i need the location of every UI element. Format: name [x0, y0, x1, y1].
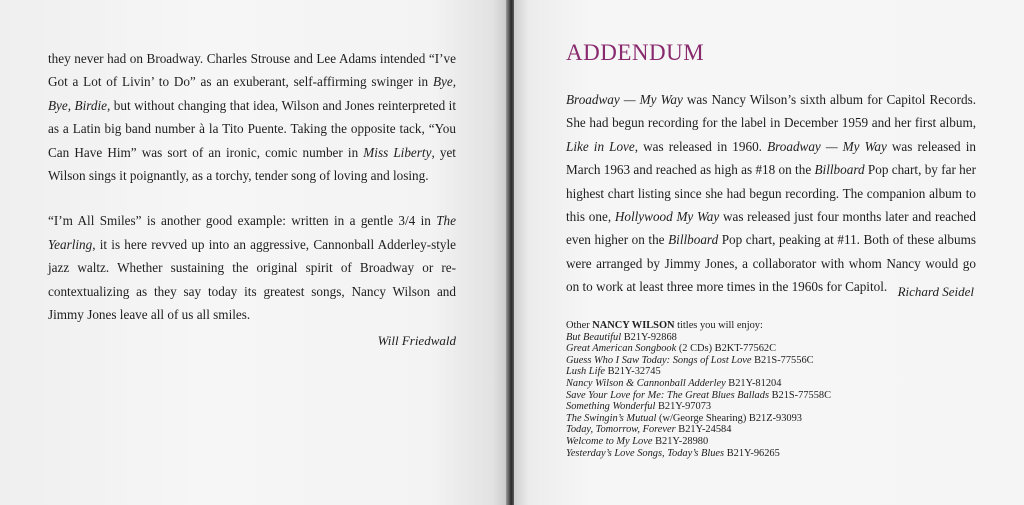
left-paragraph-1-run-4: , yet Wilson sings it poignantly, as a torchy, tender song of loving and losing.: [48, 144, 456, 184]
left-paragraph-1-run-1: Bye, Bye, Birdie: [48, 74, 456, 113]
other-title-catalog-number: B21S-77558C: [768, 389, 832, 401]
addendum-run-11: Pop chart, peaking at #11. Both of these albums were arranged by Jimmy Jones, a collaborator with whom Nancy would go on to work at least three more times in the 1960s for Capitol.: [566, 232, 976, 295]
other-title-name: Save Your Love for Me: The Great Blues Ballads: [566, 389, 769, 401]
left-paragraph-1-run-3: Miss Liberty: [363, 144, 432, 160]
other-title-catalog-number: B21Z-93093: [746, 412, 802, 424]
addendum-run-3: , was released in 1960.: [634, 138, 768, 154]
other-title-catalog-number: B21S-77556C: [751, 354, 814, 366]
other-title-catalog-number: B21Y-92868: [621, 331, 677, 343]
other-title-name: Something Wonderful: [566, 401, 656, 413]
addendum-run-10: Billboard: [668, 232, 719, 248]
other-title-note: (2 CDs): [676, 343, 713, 355]
addendum-run-8: Hollywood My Way: [614, 209, 720, 225]
other-title-item: [566, 401, 986, 413]
other-title-item: [566, 332, 986, 344]
addendum-paragraph: [566, 88, 976, 299]
other-title-catalog-number: B21Y-97073: [655, 401, 712, 413]
other-title-name: Yesterday’s Love Songs, Today’s Blues: [566, 447, 725, 459]
addendum-run-2: Like in Love: [566, 138, 635, 154]
other-titles-items: [566, 332, 986, 460]
other-title-name: Great American Songbook: [566, 343, 677, 355]
right-page: [514, 0, 1024, 505]
other-title-catalog-number: B21Y-81204: [725, 377, 782, 389]
left-paragraph-1-run-2: , but without changing that idea, Wilson and Jones reinterpreted it as a Latin big band number à la Tito Puente. Taking the opposite tack, “You Can Have Him” was sort of an ironic, comic number in: [48, 97, 456, 160]
left-paragraph-1-run-0: they never had on Broadway. Charles Strouse and Lee Adams intended “I’ve Got a Lot of Livin’ to Do” as an exuberant, self-affirming swinger in: [48, 51, 456, 90]
other-titles-list: [566, 320, 986, 459]
other-title-item: [566, 424, 986, 436]
addendum-block: [566, 40, 976, 299]
other-title-name: Nancy Wilson & Cannonball Adderley: [566, 377, 726, 389]
other-title-name: But Beautiful: [566, 331, 622, 343]
left-paragraph-2-run-1: The Yearling: [48, 213, 456, 252]
addendum-heading: ADDENDUM: [566, 40, 705, 65]
left-body-text: [48, 47, 456, 326]
addendum-run-0: Broadway — My Way: [566, 92, 683, 107]
addendum-run-9: was released just four months later and reached even higher on the: [566, 209, 976, 248]
left-paragraph-2-run-2: , it is here revved up into an aggressive, Cannonball Adderley-style jazz waltz. Whether sustaining the original spirit of Broadway or re-contextualizing as they say today its greatest songs, Nancy Wilson and Jimmy Jones leave all of us all smiles.: [48, 236, 456, 323]
other-title-catalog-number: B2KT-77562C: [712, 343, 777, 355]
other-title-name: Lush Life: [566, 366, 605, 378]
other-title-name: Welcome to My Love: [566, 435, 653, 447]
other-title-item: [566, 343, 986, 355]
other-title-item: [566, 390, 986, 402]
left-page: [0, 0, 508, 505]
other-title-catalog-number: B21Y-28980: [652, 435, 709, 447]
other-title-catalog-number: B21Y-24584: [675, 424, 732, 436]
other-title-item: [566, 378, 986, 390]
other-title-item: [566, 448, 986, 460]
addendum-run-4: Broadway — My Way: [767, 138, 887, 154]
signature-will-friedwald: Will Friedwald: [377, 333, 456, 348]
addendum-run-6: Billboard: [814, 162, 865, 178]
other-title-name: The Swingin’s Mutual: [566, 412, 657, 424]
other-title-item: [566, 355, 986, 367]
signature-richard-seidel: Richard Seidel: [897, 284, 974, 299]
addendum-run-7: Pop chart, by far her highest chart listing since she had begun recording. The companion album to this one,: [566, 162, 976, 225]
other-title-catalog-number: B21Y-96265: [724, 447, 780, 459]
other-title-name: Guess Who I Saw Today: Songs of Lost Love: [566, 354, 752, 366]
other-title-item: [566, 366, 986, 378]
other-title-item: [566, 436, 986, 448]
other-title-name: Today, Tomorrow, Forever: [566, 424, 676, 436]
addendum-run-5: was released in March 1963 and reached as high as #18 on the: [566, 138, 976, 178]
left-paragraph-2-run-0: “I’m All Smiles” is another good example: written in a gentle 3/4 in: [48, 213, 437, 229]
other-title-catalog-number: B21Y-32745: [604, 366, 661, 378]
addendum-run-1: was Nancy Wilson’s sixth album for Capitol Records. She had begun recording for the label in December 1959 and her first album,: [566, 92, 976, 131]
other-titles-intro: Other NANCY WILSON titles you will enjoy:: [566, 320, 763, 331]
left-paragraph-2: [48, 209, 456, 326]
other-title-note: (w/George Shearing): [656, 412, 747, 424]
other-title-item: [566, 413, 986, 425]
left-paragraph-1: [48, 47, 456, 187]
